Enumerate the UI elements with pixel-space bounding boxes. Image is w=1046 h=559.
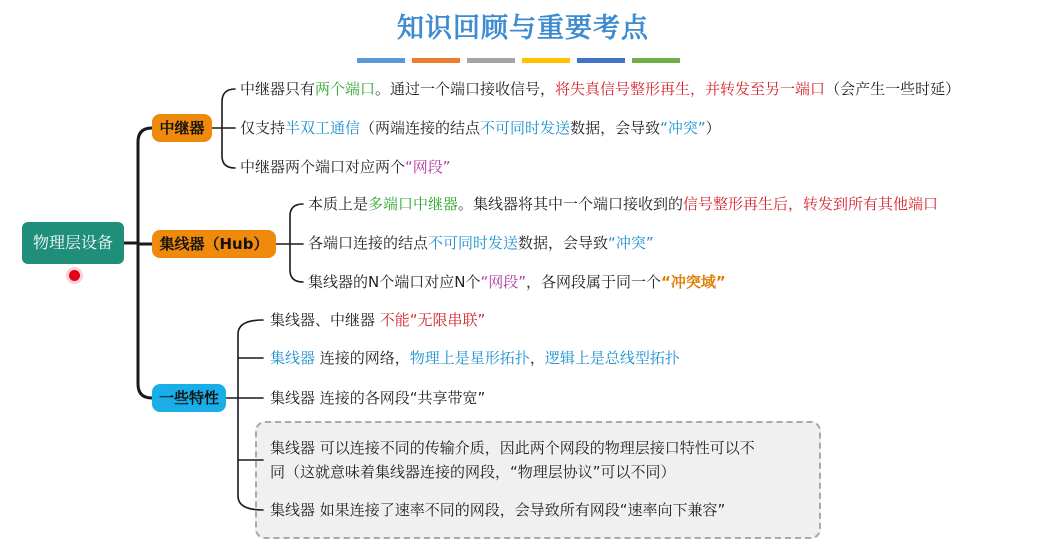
repeater-item-2: 仅支持半双工通信（两端连接的结点不可同时发送数据，会导致“冲突”） xyxy=(240,119,721,137)
page-title: 知识回顾与重要考点 xyxy=(397,13,649,44)
feature-item-5: 集线器 如果连接了速率不同的网段，会导致所有网段“速率向下兼容” xyxy=(270,501,726,519)
root-node: 物理层设备 xyxy=(22,222,124,264)
hub-item-3: 集线器的N个端口对应N个“网段”，各网段属于同一个“冲突域” xyxy=(308,273,726,291)
feature-item-3: 集线器 连接的各网段“共享带宽” xyxy=(270,389,486,407)
feature-item-4-line-2: 同（这就意味着集线器连接的网段，“物理层协议”可以不同） xyxy=(270,463,676,481)
pointer-dot xyxy=(69,270,80,281)
node-repeater: 中继器 xyxy=(152,114,212,142)
feature-item-2: 集线器 连接的网络，物理上是星形拓扑，逻辑上是总线型拓扑 xyxy=(270,349,680,367)
feature-item-1: 集线器、中继器 不能“无限串联” xyxy=(270,311,486,329)
hub-item-2: 各端口连接的结点不可同时发送数据，会导致“冲突” xyxy=(308,234,654,252)
repeater-item-3: 中继器两个端口对应两个“网段” xyxy=(240,158,451,176)
node-features: 一些特性 xyxy=(152,384,226,412)
repeater-item-1: 中继器只有两个端口。通过一个端口接收信号，将失真信号整形再生，并转发至另一端口（会产生一些时延） xyxy=(240,80,961,98)
hub-item-1: 本质上是多端口中继器。集线器将其中一个端口接收到的信号整形再生后，转发到所有其他端口 xyxy=(308,195,939,213)
node-hub: 集线器（Hub） xyxy=(152,230,276,258)
feature-item-4-line-1: 集线器 可以连接不同的传输介质，因此两个网段的物理层接口特性可以不 xyxy=(270,439,755,457)
